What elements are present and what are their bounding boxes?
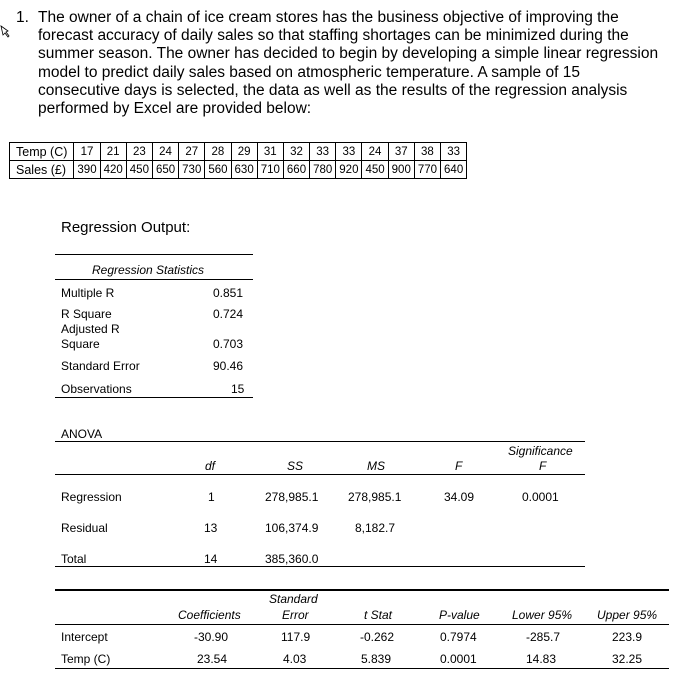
adjusted-r-square-label-line1: Adjusted R: [61, 322, 120, 336]
divider: [55, 624, 669, 625]
r-square-value: 0.724: [213, 307, 244, 321]
temp-cell: 27: [179, 143, 205, 161]
adjusted-r-square-value: 0.703: [213, 337, 244, 351]
question-body: The owner of a chain of ice cream stores has the business objective of improving the forecast accuracy of daily sales so that staffing shortages can be minimized during the summer season. The owner has decided to begin by developing a simple linear regression model to predict daily sales based on atmospheric temperature. A sample of 15 consecutive days is selected, the data as well as the results of the regression analysis performed by Excel are provided below:: [38, 9, 659, 118]
anova-regression-significance: 0.0001: [522, 490, 559, 504]
sales-cell: 900: [388, 161, 414, 179]
anova-regression-f: 34.09: [444, 490, 475, 504]
question-number: 1.: [16, 9, 29, 26]
anova-header-significance-f: F: [539, 459, 547, 473]
sales-row: [10, 161, 467, 179]
anova-residual-label: Residual: [61, 521, 108, 535]
standard-error-value: 90.46: [213, 359, 244, 373]
coef-temp-upper-95: 32.25: [612, 652, 643, 666]
mouse-pointer-icon: [0, 22, 16, 38]
coef-temp-t-stat: 5.839: [361, 652, 392, 666]
coef-intercept-t-stat: -0.262: [360, 630, 395, 644]
sales-cell: 420: [100, 161, 126, 179]
coef-header-p-value: P-value: [439, 608, 480, 622]
sales-cell: 560: [205, 161, 231, 179]
divider: [55, 589, 669, 591]
sales-cell: 640: [441, 161, 467, 179]
divider: [55, 397, 253, 398]
coef-header-standard: Standard: [269, 592, 318, 606]
sales-cell: 920: [336, 161, 362, 179]
anova-regression-ms: 278,985.1: [348, 490, 402, 504]
observations-value: 15: [231, 382, 245, 396]
temp-cell: 37: [388, 143, 414, 161]
sales-row-label: Sales (£): [10, 161, 74, 179]
coef-header-lower-95: Lower 95%: [512, 608, 573, 622]
anova-regression-df: 1: [208, 490, 215, 504]
anova-regression-ss: 278,985.1: [265, 490, 319, 504]
divider: [55, 668, 669, 669]
coef-header-t-stat: t Stat: [364, 608, 393, 622]
sales-cell: 390: [74, 161, 100, 179]
temp-cell: 23: [126, 143, 152, 161]
temp-cell: 28: [205, 143, 231, 161]
temp-row: [10, 143, 467, 161]
anova-header-significance: Significance: [508, 444, 573, 458]
divider: [55, 474, 585, 475]
regression-output-title: Regression Output:: [61, 219, 191, 236]
temp-cell: 32: [283, 143, 309, 161]
temp-cell: 29: [231, 143, 257, 161]
temp-cell: 33: [441, 143, 467, 161]
coef-header-upper-95: Upper 95%: [597, 608, 658, 622]
temp-cell: 38: [414, 143, 440, 161]
anova-regression-label: Regression: [61, 490, 122, 504]
coef-header-coefficients: Coefficients: [178, 608, 241, 622]
standard-error-label: Standard Error: [61, 359, 140, 373]
coef-intercept-lower-95: -285.7: [526, 630, 561, 644]
temp-cell: 21: [100, 143, 126, 161]
regression-statistics-title: Regression Statistics: [92, 263, 205, 277]
coef-temp-label: Temp (C): [61, 652, 111, 666]
anova-total-label: Total: [61, 552, 87, 566]
anova-header-f: F: [455, 459, 463, 473]
divider: [55, 566, 585, 567]
data-table: [9, 142, 467, 179]
coef-temp-p-value: 0.0001: [440, 652, 477, 666]
coef-temp-coefficient: 23.54: [197, 652, 228, 666]
sales-cell: 710: [257, 161, 283, 179]
coef-intercept-upper-95: 223.9: [612, 630, 643, 644]
sales-cell: 650: [152, 161, 178, 179]
coef-temp-standard-error: 4.03: [283, 652, 307, 666]
temp-cell: 24: [362, 143, 388, 161]
r-square-label: R Square: [61, 307, 112, 321]
multiple-r-value: 0.851: [213, 286, 244, 300]
coef-temp-lower-95: 14.83: [526, 652, 557, 666]
anova-header-ss: SS: [287, 459, 304, 473]
anova-header-ms: MS: [367, 459, 385, 473]
coef-header-error: Error: [282, 608, 309, 622]
observations-label: Observations: [61, 382, 132, 396]
anova-residual-ms: 8,182.7: [355, 521, 396, 535]
coef-intercept-p-value: 0.7974: [440, 630, 477, 644]
sales-cell: 660: [283, 161, 309, 179]
temp-cell: 17: [74, 143, 100, 161]
temp-cell: 31: [257, 143, 283, 161]
sales-cell: 730: [179, 161, 205, 179]
anova-residual-df: 13: [204, 521, 218, 535]
coef-intercept-coefficient: -30.90: [194, 630, 229, 644]
multiple-r-label: Multiple R: [61, 286, 115, 300]
sales-cell: 450: [362, 161, 388, 179]
divider: [55, 254, 253, 255]
divider: [55, 279, 253, 280]
anova-title: ANOVA: [61, 427, 103, 441]
adjusted-r-square-label-line2: Square: [61, 337, 100, 351]
temp-cell: 24: [152, 143, 178, 161]
anova-residual-ss: 106,374.9: [265, 521, 319, 535]
coef-intercept-standard-error: 117.9: [281, 630, 311, 644]
temp-cell: 33: [310, 143, 336, 161]
divider: [55, 441, 585, 442]
sales-cell: 770: [414, 161, 440, 179]
anova-total-ss: 385,360.0: [265, 552, 319, 566]
question-text: [16, 9, 662, 118]
sales-cell: 780: [310, 161, 336, 179]
temp-row-label: Temp (C): [10, 143, 74, 161]
anova-header-df: df: [205, 459, 216, 473]
coef-intercept-label: Intercept: [61, 630, 108, 644]
anova-total-df: 14: [204, 552, 218, 566]
sales-cell: 450: [126, 161, 152, 179]
temp-cell: 33: [336, 143, 362, 161]
sales-cell: 630: [231, 161, 257, 179]
